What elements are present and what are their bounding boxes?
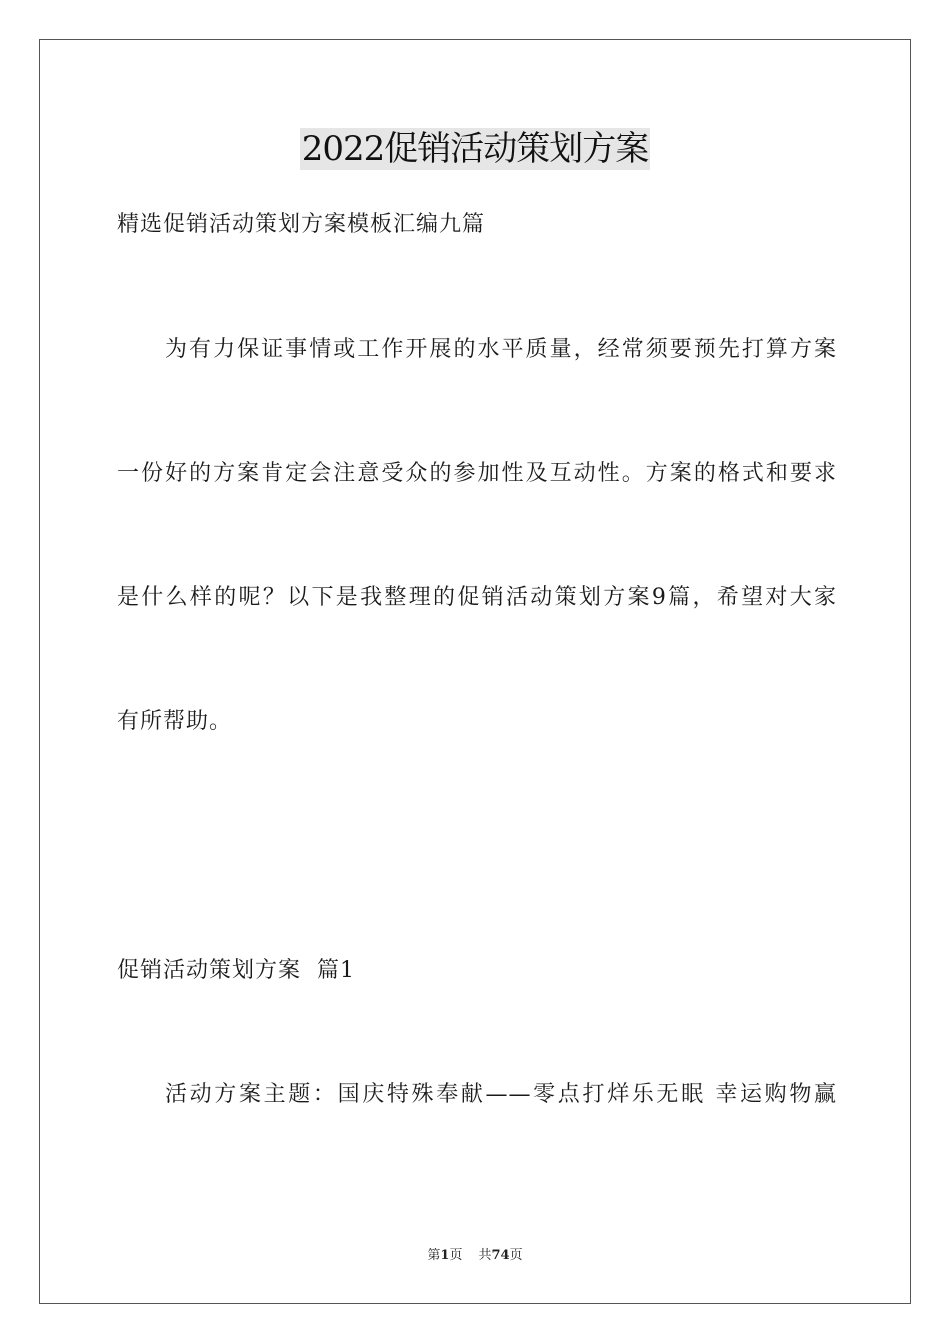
footer-page-total: 74: [491, 1248, 510, 1263]
intro-line-3: 是什么样的呢？以下是我整理的促销活动策划方案9篇，希望对大家: [117, 585, 837, 610]
document-subtitle: 精选促销活动策划方案模板汇编九篇: [117, 212, 486, 237]
footer-page-suffix: 页: [449, 1248, 463, 1263]
footer-page-prefix: 第: [427, 1248, 441, 1263]
footer-total-suffix: 页: [509, 1248, 523, 1263]
footer-page-current: 1: [440, 1248, 450, 1263]
document-title: 2022促销活动策划方案: [301, 129, 649, 169]
title-container: [0, 128, 950, 170]
intro-line-2: 一份好的方案肯定会注意受众的参加性及互动性。方案的格式和要求: [117, 461, 837, 486]
section-first-line: 活动方案主题：国庆特殊奉献——零点打烊乐无眠 幸运购物赢: [165, 1082, 837, 1107]
page-footer: [0, 1247, 950, 1265]
section-heading: 促销活动策划方案 篇1: [117, 958, 355, 983]
intro-line-4: 有所帮助。: [117, 709, 233, 734]
footer-total-prefix: 共: [478, 1248, 492, 1263]
intro-line-1: 为有力保证事情或工作开展的水平质量，经常须要预先打算方案: [165, 337, 837, 362]
